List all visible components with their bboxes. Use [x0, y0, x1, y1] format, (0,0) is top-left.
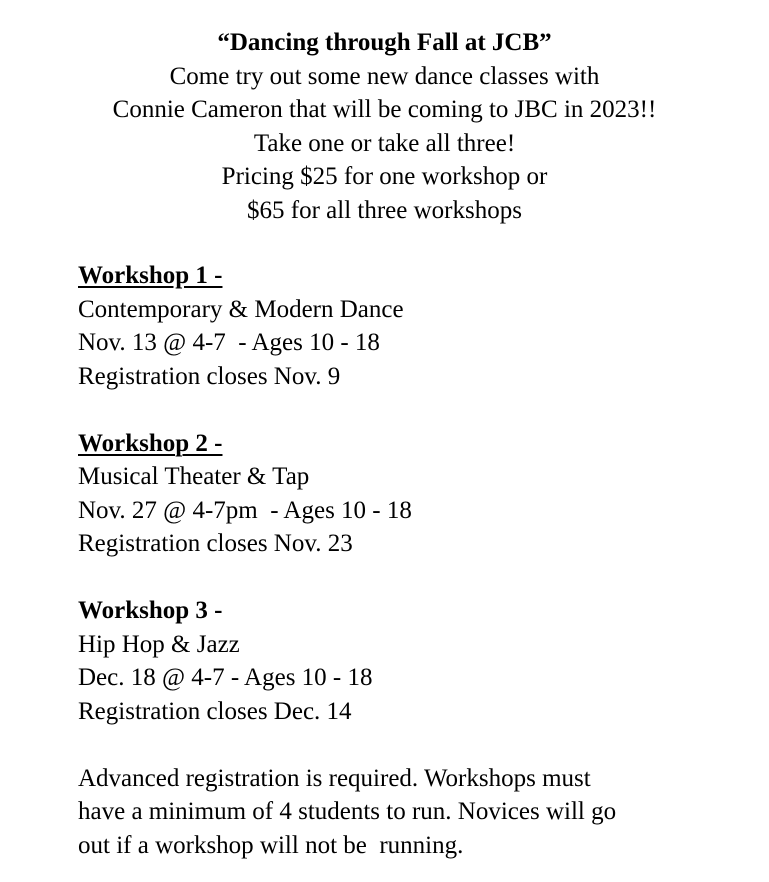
intro-line: Take one or take all three!: [253, 129, 516, 157]
section-gap: [78, 728, 738, 762]
workshop-registration: Registration closes Nov. 9: [78, 362, 341, 390]
workshop-style: Contemporary & Modern Dance: [78, 295, 404, 323]
flyer-header: [0, 26, 769, 227]
pricing-line: Pricing $25 for one workshop or: [221, 163, 548, 190]
notice-line: out if a workshop will not be running.: [78, 831, 464, 859]
workshop-schedule: Dec. 18 @ 4-7 - Ages 10 - 18: [78, 664, 373, 691]
pricing-line: $65 for all three workshops: [247, 196, 522, 224]
flyer-title: “Dancing through Fall at JCB”: [217, 29, 552, 56]
section-gap: [78, 561, 738, 595]
workshop-section: [78, 594, 738, 728]
intro-line: Connie Cameron that will be coming to JBC in 2023!!: [112, 96, 657, 123]
footer-notice: [78, 762, 738, 863]
workshop-style: Musical Theater & Tap: [78, 463, 310, 490]
notice-line: Advanced registration is required. Workshops must: [78, 764, 591, 792]
workshop-style: Hip Hop & Jazz: [78, 630, 240, 658]
workshop-section: [78, 427, 738, 561]
section-gap: [78, 393, 738, 427]
workshop-section: [78, 259, 738, 393]
workshop-registration: Registration closes Dec. 14: [78, 697, 352, 725]
workshop-heading: Workshop 3 -: [78, 597, 223, 624]
flyer-body: [78, 259, 738, 862]
workshop-schedule: Nov. 13 @ 4-7 - Ages 10 - 18: [78, 329, 380, 356]
intro-line: Come try out some new dance classes with: [169, 62, 600, 90]
workshop-registration: Registration closes Nov. 23: [78, 530, 353, 557]
workshop-heading: Workshop 2 -: [78, 429, 223, 457]
notice-line: have a minimum of 4 students to run. Novices will go: [78, 798, 617, 825]
workshop-heading: Workshop 1 -: [78, 262, 223, 289]
workshop-schedule: Nov. 27 @ 4-7pm - Ages 10 - 18: [78, 496, 412, 524]
